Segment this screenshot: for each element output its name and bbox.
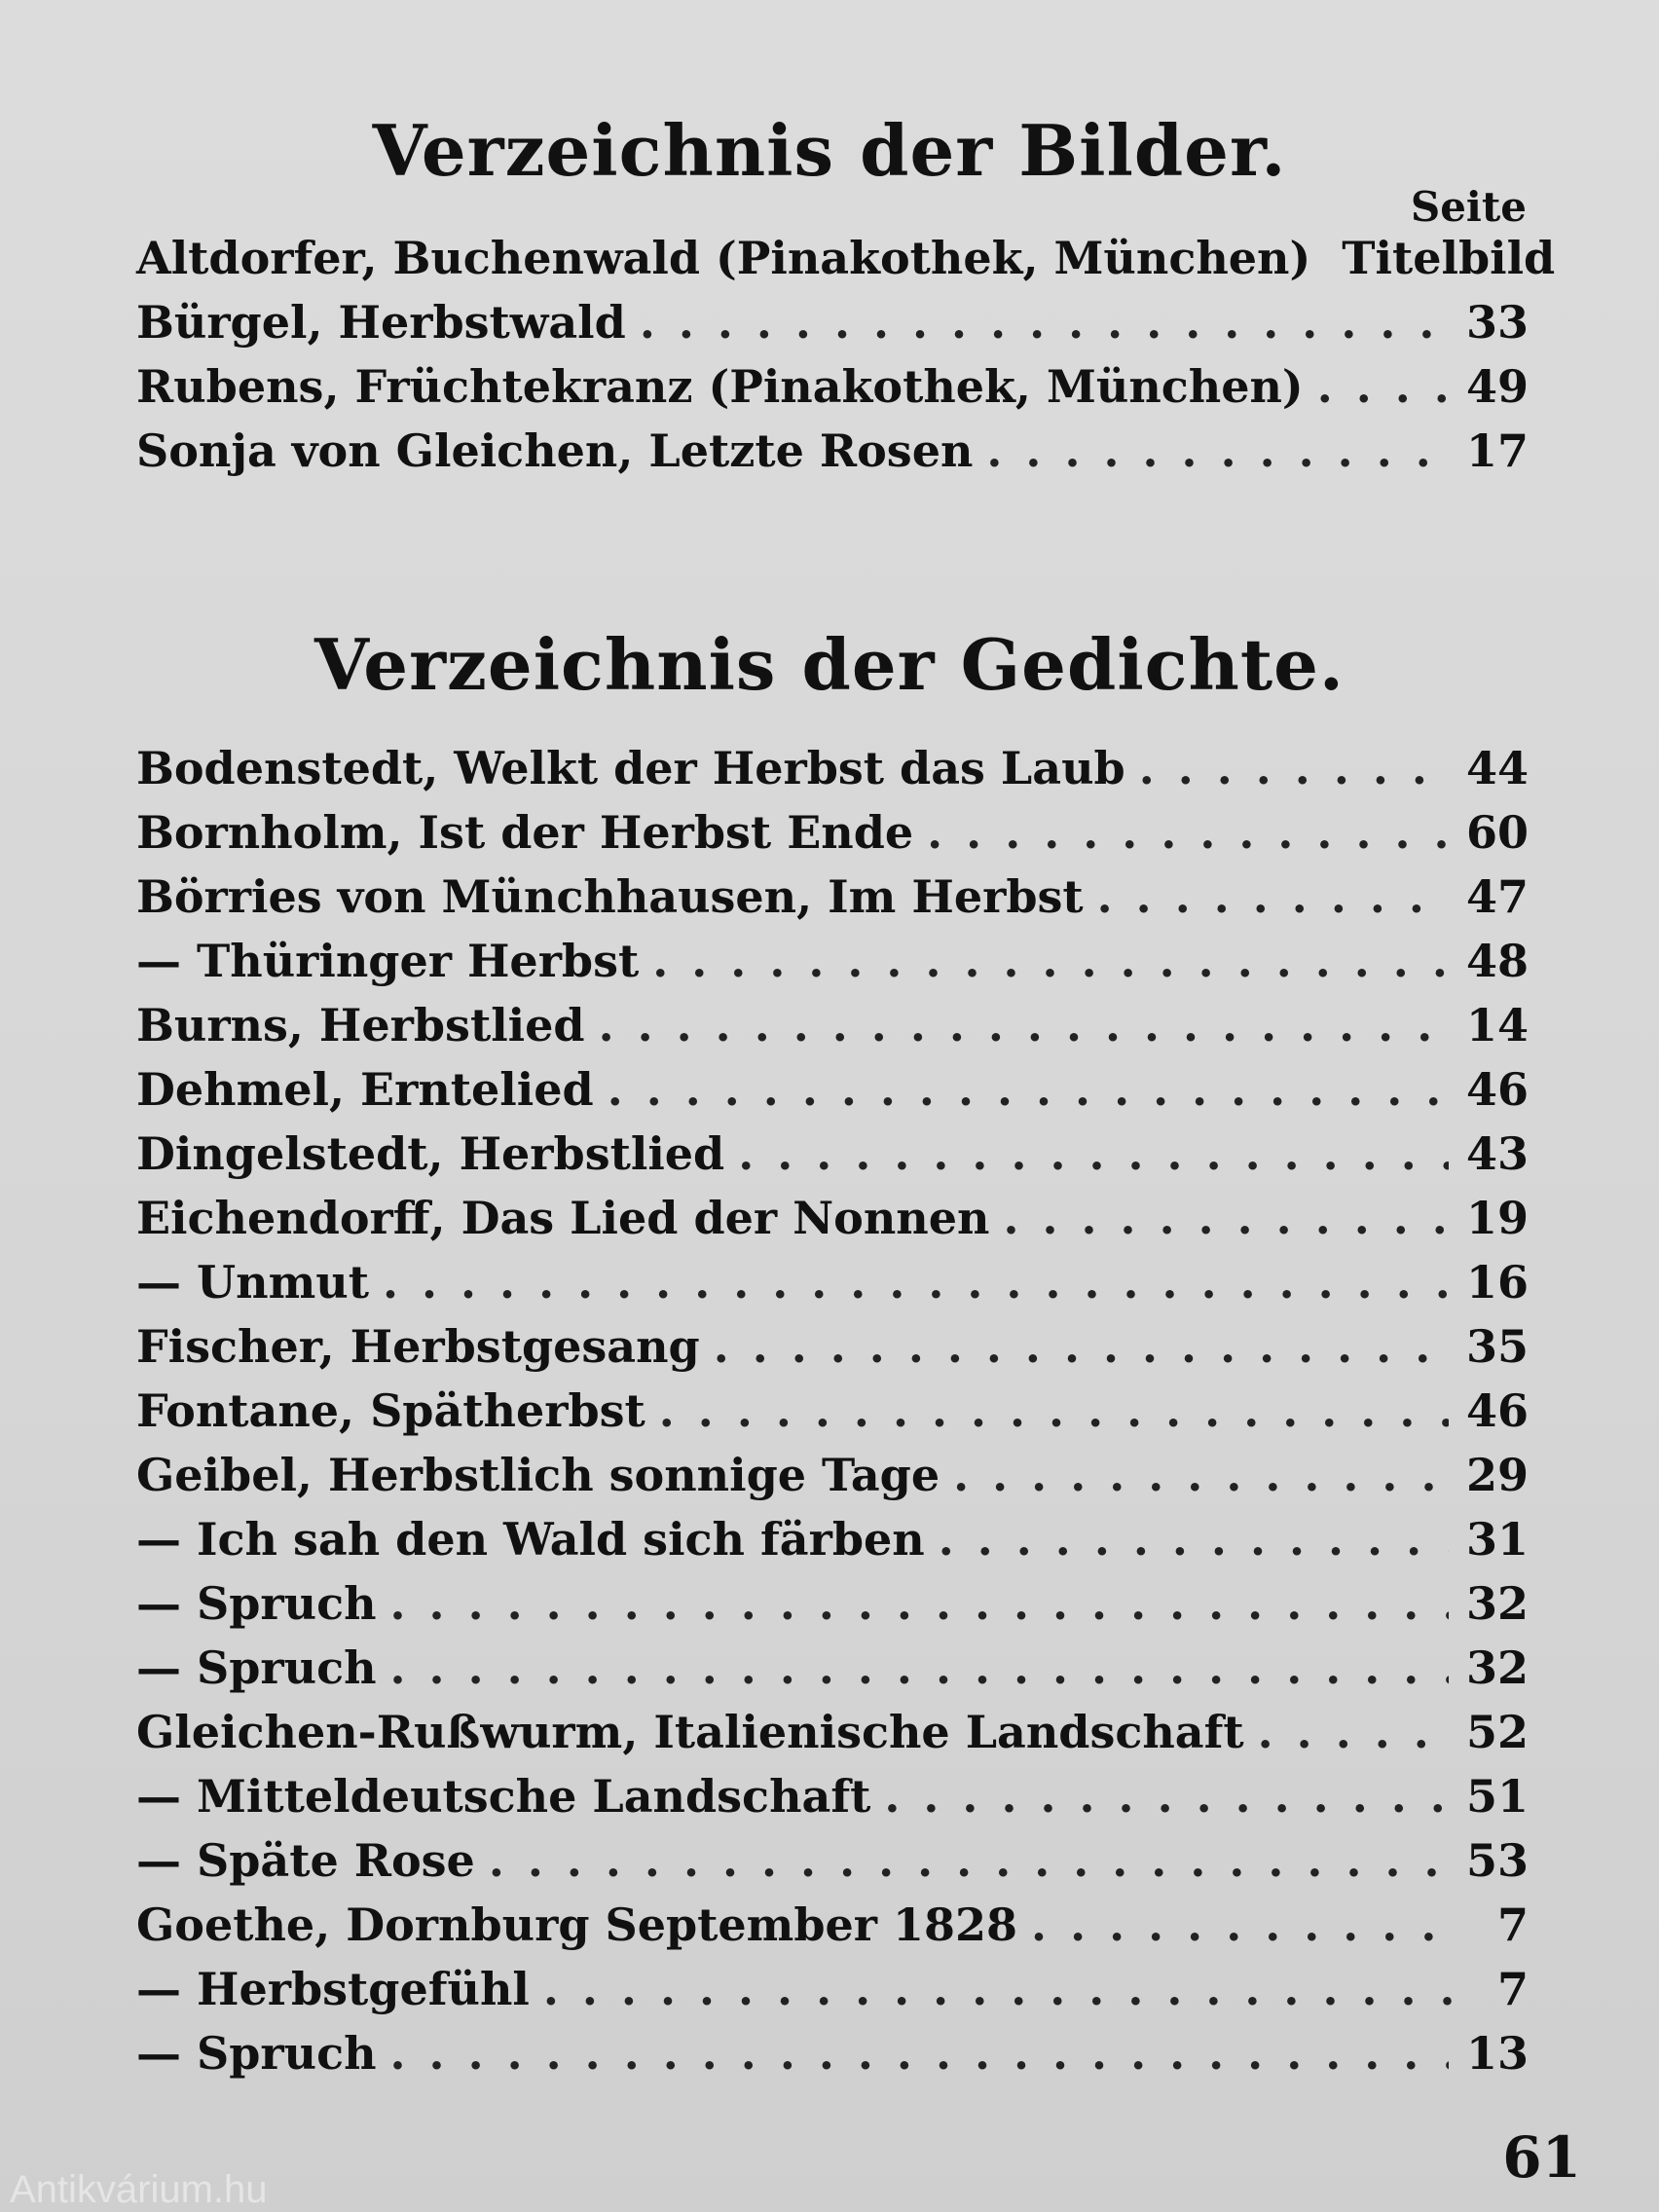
toc-entry-page: 46 <box>1465 1384 1529 1437</box>
toc-entry-page: 7 <box>1496 1963 1529 2015</box>
toc-entry <box>136 1963 1529 2027</box>
toc-entry-title: Sonja von Gleichen, Letzte Rosen <box>136 424 974 477</box>
toc-entry-page: 13 <box>1465 2027 1529 2080</box>
toc-entry-title: Dehmel, Erntelied <box>136 1063 594 1116</box>
dot-leader <box>659 1384 1449 1437</box>
toc-entry-title: Fischer, Herbstgesang <box>136 1320 700 1373</box>
toc-entry-page: 48 <box>1465 935 1529 987</box>
dot-leader <box>608 1063 1449 1116</box>
toc-entry <box>136 424 1529 489</box>
bilder-title: Verzeichnis der Bilder. <box>372 109 1287 192</box>
toc-entry <box>136 806 1529 870</box>
toc-entry-page: 31 <box>1465 1513 1529 1566</box>
seite-column-label: Seite <box>1410 183 1527 231</box>
dot-leader <box>390 1577 1449 1630</box>
toc-entry-title: Burns, Herbstlied <box>136 999 585 1051</box>
dot-leader <box>543 1963 1453 2015</box>
toc-entry <box>136 1063 1529 1127</box>
toc-entry-page: 49 <box>1465 360 1529 413</box>
dot-leader <box>1003 1192 1449 1244</box>
dot-leader <box>1097 870 1449 923</box>
toc-entry <box>136 1641 1529 1706</box>
toc-entry-title: — Spruch <box>136 1641 377 1694</box>
toc-entry <box>136 1127 1529 1192</box>
toc-entry <box>136 2027 1529 2091</box>
toc-entry-title: Gleichen-Rußwurm, Italienische Landschaft <box>136 1706 1244 1758</box>
toc-entry-page: 60 <box>1465 806 1529 859</box>
toc-entry <box>136 1449 1529 1513</box>
toc-entry-title: — Thüringer Herbst <box>136 935 640 987</box>
toc-entry <box>136 1834 1529 1899</box>
toc-entry <box>136 1320 1529 1384</box>
toc-entry-title: — Späte Rose <box>136 1834 475 1887</box>
toc-entry-title: Altdorfer, Buchenwald (Pinakothek, München) <box>136 232 1311 284</box>
dot-leader <box>714 1320 1449 1373</box>
toc-entry-title: Geibel, Herbstlich sonnige Tage <box>136 1449 940 1501</box>
gedichte-list <box>136 742 1529 2091</box>
toc-entry <box>136 1706 1529 1770</box>
toc-entry-title: — Mitteldeutsche Landschaft <box>136 1770 871 1823</box>
toc-entry <box>136 935 1529 999</box>
dot-leader <box>986 424 1449 477</box>
toc-entry <box>136 1770 1529 1834</box>
toc-entry <box>136 296 1529 360</box>
toc-entry <box>136 870 1529 935</box>
dot-leader <box>953 1449 1449 1501</box>
toc-entry-title: Bodenstedt, Welkt der Herbst das Laub <box>136 742 1125 794</box>
toc-entry-title: Rubens, Früchtekranz (Pinakothek, München) <box>136 360 1304 413</box>
dot-leader <box>652 935 1449 987</box>
toc-entry-page: 16 <box>1465 1256 1529 1309</box>
toc-entry <box>136 1384 1529 1449</box>
toc-entry-title: Goethe, Dornburg September 1828 <box>136 1899 1018 1951</box>
dot-leader <box>884 1770 1449 1823</box>
toc-entry <box>136 742 1529 806</box>
toc-entry-title: Bornholm, Ist der Herbst Ende <box>136 806 914 859</box>
dot-leader <box>1031 1899 1453 1951</box>
toc-entry-title: Börries von Münchhausen, Im Herbst <box>136 870 1084 923</box>
toc-entry-page: 17 <box>1465 424 1529 477</box>
dot-leader <box>927 806 1449 859</box>
toc-entry-page: Titelbild <box>1342 232 1556 284</box>
toc-entry-title: — Spruch <box>136 2027 377 2080</box>
toc-entry-page: 33 <box>1465 296 1529 349</box>
toc-entry-page: 32 <box>1465 1641 1529 1694</box>
toc-entry-page: 7 <box>1496 1899 1529 1951</box>
toc-entry-page: 47 <box>1465 870 1529 923</box>
toc-entry-page: 32 <box>1465 1577 1529 1630</box>
toc-entry-page: 19 <box>1465 1192 1529 1244</box>
toc-entry-page: 46 <box>1465 1063 1529 1116</box>
dot-leader <box>939 1513 1449 1566</box>
gedichte-title: Verzeichnis der Gedichte. <box>314 623 1345 706</box>
dot-leader <box>738 1127 1449 1180</box>
toc-entry-page: 35 <box>1465 1320 1529 1373</box>
page-number: 61 <box>1502 2124 1581 2191</box>
toc-entry-title: Dingelstedt, Herbstlied <box>136 1127 725 1180</box>
watermark: Antikvárium.hu <box>10 2168 268 2211</box>
toc-entry-page: 44 <box>1465 742 1529 794</box>
toc-entry <box>136 1192 1529 1256</box>
toc-entry-title: — Herbstgefühl <box>136 1963 530 2015</box>
toc-entry <box>136 1256 1529 1320</box>
toc-entry-page: 51 <box>1465 1770 1529 1823</box>
toc-entry <box>136 232 1556 296</box>
dot-leader <box>390 2027 1449 2080</box>
toc-entry-title: — Ich sah den Wald sich färben <box>136 1513 925 1566</box>
toc-entry-title: Eichendorff, Das Lied der Nonnen <box>136 1192 990 1244</box>
dot-leader <box>1139 742 1449 794</box>
toc-entry-page: 14 <box>1465 999 1529 1051</box>
toc-entry-title: — Spruch <box>136 1577 377 1630</box>
dot-leader <box>383 1256 1449 1309</box>
dot-leader <box>640 296 1449 349</box>
dot-leader <box>1317 360 1449 413</box>
toc-entry <box>136 1513 1529 1577</box>
toc-entry <box>136 360 1529 424</box>
toc-entry-page: 29 <box>1465 1449 1529 1501</box>
toc-entry-page: 52 <box>1465 1706 1529 1758</box>
dot-leader <box>390 1641 1449 1694</box>
toc-entry-title: Fontane, Spätherbst <box>136 1384 645 1437</box>
bilder-list <box>136 232 1556 489</box>
toc-entry-title: Bürgel, Herbstwald <box>136 296 626 349</box>
toc-entry <box>136 1899 1529 1963</box>
toc-entry <box>136 999 1529 1063</box>
toc-entry <box>136 1577 1529 1641</box>
dot-leader <box>1258 1706 1449 1758</box>
dot-leader <box>599 999 1449 1051</box>
toc-entry-page: 53 <box>1465 1834 1529 1887</box>
toc-entry-page: 43 <box>1465 1127 1529 1180</box>
toc-entry-title: — Unmut <box>136 1256 369 1309</box>
dot-leader <box>489 1834 1449 1887</box>
